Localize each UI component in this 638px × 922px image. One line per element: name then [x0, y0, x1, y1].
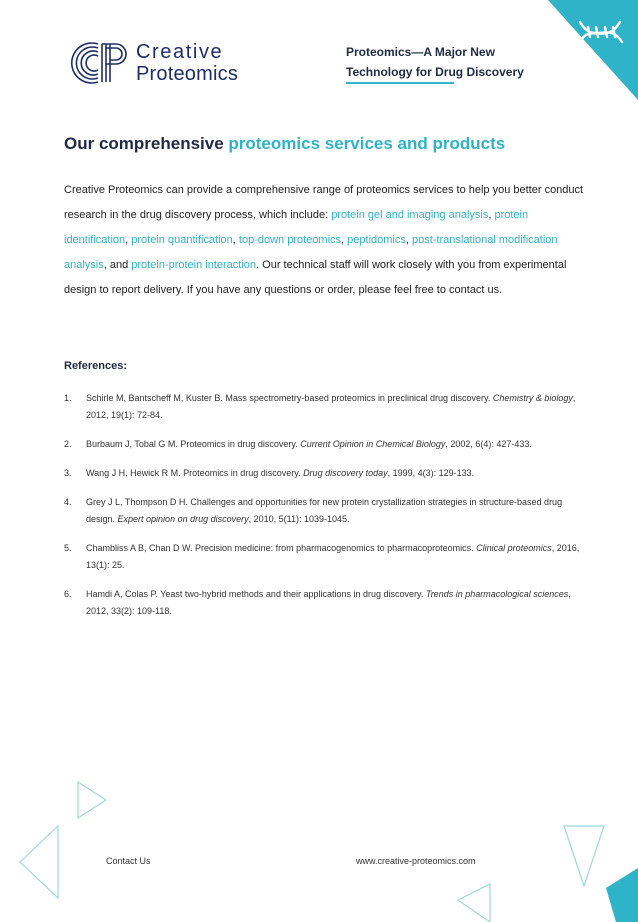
reference-authors-title: Burbaum J, Tobal G M. Proteomics in drug discovery. — [86, 439, 301, 449]
reference-authors-title: Grey J L, Thompson D H. Challenges and opportunities for new protein crystallization strategies in structure-based drug design. — [86, 497, 563, 524]
reference-number: 4. — [64, 497, 72, 507]
reference-number: 5. — [64, 543, 72, 553]
logo-line-2: Proteomics — [136, 63, 239, 85]
header-title: Proteomics—A Major New Technology for Drug Discovery — [346, 45, 524, 79]
reference-authors-title: Wang J H, Hewick R M. Proteomics in drug discovery. — [86, 468, 304, 478]
link-protein-protein-interaction[interactable]: protein-protein interaction — [131, 259, 257, 271]
link-peptidomics[interactable]: peptidomics — [347, 234, 406, 246]
triangle-outline-icon — [20, 826, 58, 898]
footer-contact-link[interactable]: Contact Us — [106, 856, 151, 866]
separator-and: , and — [103, 259, 132, 271]
reference-details: , 2002, 6(4): 427-433. — [445, 439, 532, 449]
reference-journal: Drug discovery today — [303, 468, 388, 478]
reference-authors-title: Schirle M, Bantscheff M, Kuster B. Mass spectrometry-based proteomics in preclinical drug discovery. — [86, 393, 493, 403]
corner-accent — [606, 868, 638, 922]
reference-journal: Clinical proteomics — [476, 543, 552, 553]
separator: , — [405, 234, 412, 246]
logo-line-1: Creative — [136, 41, 224, 63]
reference-journal: Chemistry & biology — [492, 393, 573, 403]
separator: , — [488, 209, 495, 221]
reference-details: , 2012, 33(2): 109-118. — [86, 589, 571, 616]
heading-plain: Our comprehensive — [64, 134, 229, 153]
link-protein-gel-imaging[interactable]: protein gel and imaging analysis — [331, 209, 489, 221]
intro-text-2: . Our technical staff will work closely with you from experimental design to report delivery. If you have any questions or order, please feel free to contact us. — [64, 259, 567, 296]
link-protein-quantification[interactable]: protein quantification — [131, 234, 233, 246]
separator: , — [341, 234, 348, 246]
reference-details: , 2016, 13(1): 25. — [86, 543, 580, 570]
triangle-outline-icon — [564, 826, 604, 886]
reference-journal: Expert opinion on drug discovery — [117, 514, 249, 524]
reference-number: 6. — [64, 589, 72, 599]
reference-authors-title: Chambliss A B, Chan D W. Precision medicine: from pharmacogenomics to pharmacoproteomics. — [86, 543, 477, 553]
separator: , — [232, 234, 239, 246]
reference-details: , 2012, 19(1): 72-84. — [86, 393, 576, 420]
reference-number: 3. — [64, 468, 72, 478]
reference-number: 2. — [64, 439, 72, 449]
triangle-outline-icon — [458, 884, 490, 922]
reference-journal: Trends in pharmacological sciences — [425, 589, 569, 599]
reference-details: , 2010, 5(11): 1039-1045. — [248, 514, 350, 524]
reference-authors-title: Hamdi A, Colas P. Yeast two-hybrid methods and their applications in drug discovery. — [86, 589, 426, 599]
link-protein-identification[interactable]: protein identification — [64, 209, 529, 246]
separator: , — [125, 234, 132, 246]
reference-details: , 1999, 4(3): 129-133. — [387, 468, 475, 478]
footer-website-link[interactable]: www.creative-proteomics.com — [356, 856, 476, 866]
link-ptm-analysis[interactable]: post-translational modification analysis — [64, 234, 558, 271]
triangle-outline-icon — [78, 782, 106, 818]
intro-text-1: Creative Proteomics can provide a comprehensive range of proteomics services to help you better conduct research in the drug discovery process, which include: — [64, 184, 584, 221]
references-title: References: — [64, 360, 127, 372]
reference-journal: Current Opinion in Chemical Biology — [300, 439, 446, 449]
reference-number: 1. — [64, 393, 72, 403]
heading-highlight: proteomics services and products — [228, 134, 506, 153]
link-top-down-proteomics[interactable]: top-down proteomics — [238, 234, 342, 246]
